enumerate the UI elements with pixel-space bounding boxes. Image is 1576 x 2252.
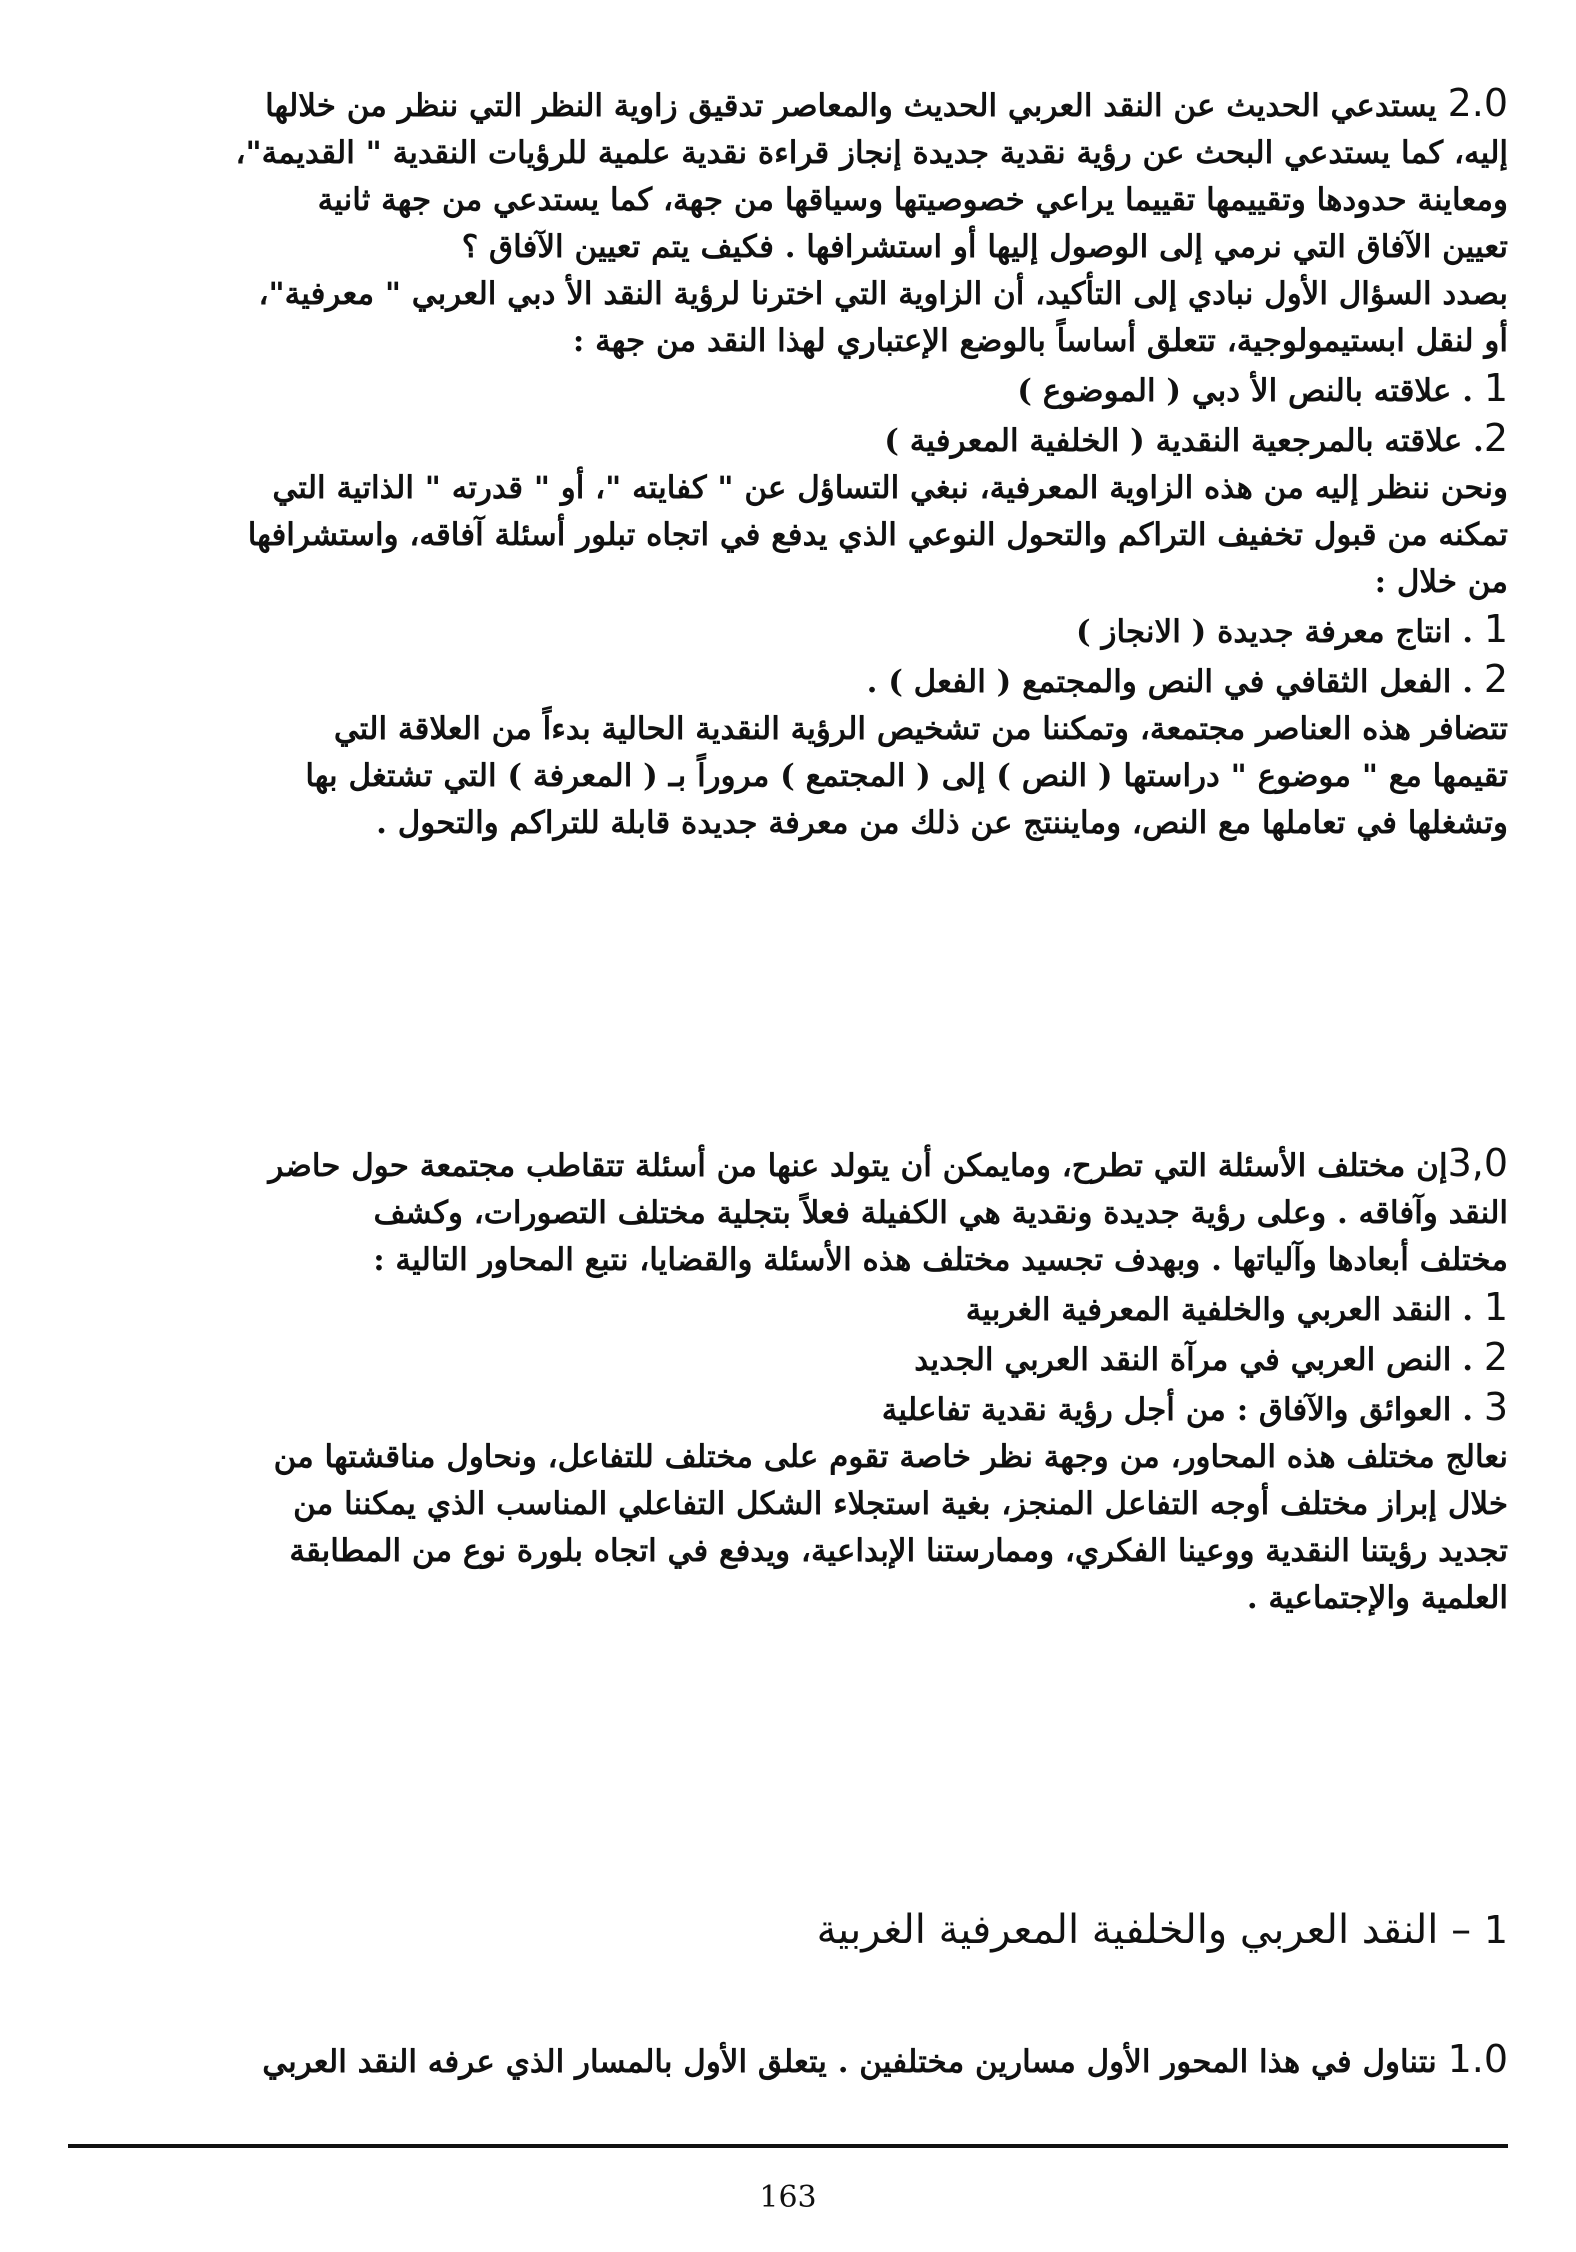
page-number: 163 (759, 2180, 817, 2215)
paragraph-line: إليه، كما يستدعي البحث عن رؤية نقدية جديدة إنجاز قراءة نقدية علمية للرؤيات النقدية " القديمة"، (235, 135, 1508, 171)
heading-number: 1 (1483, 1908, 1508, 1952)
section-number: 2.0 (1447, 81, 1508, 125)
footer-rule (68, 2144, 1508, 2148)
paragraph-line: تجديد رؤيتنا النقدية ووعينا الفكري، وممارستنا الإبداعية، ويدفع في اتجاه بلورة نوع من المطابقة (289, 1533, 1508, 1569)
paragraph-line: أو لنقل ابستيمولوجية، تتعلق أساساً بالوضع الإعتباري لهذا النقد من جهة : (572, 323, 1508, 359)
section-3-0 (68, 1140, 1508, 1622)
section-2-0 (68, 80, 1508, 847)
chapter-heading (68, 1902, 1508, 1958)
list-item: 1 . النقد العربي والخلفية المعرفية الغربية (965, 1285, 1508, 1329)
paragraph-line: تقيمها مع " موضوع " دراستها ( النص ) إلى ( المجتمع ) مروراً بـ ( المعرفة ) التي تشتغل بها (305, 758, 1508, 794)
paragraph-line: 1.0 نتناول في هذا المحور الأول مسارين مختلفين . يتعلق الأول بالمسار الذي عرفه النقد العربي (262, 2037, 1508, 2081)
paragraph-line: نعالج مختلف هذه المحاور، من وجهة نظر خاصة تقوم على مختلف للتفاعل، ونحاول مناقشتها من (273, 1439, 1508, 1475)
paragraph-line: بصدد السؤال الأول نبادي إلى التأكيد، أن الزاوية التي اخترنا لرؤية النقد الأ دبي العربي " معرفية"، (258, 276, 1508, 312)
list-item: 1 . انتاج معرفة جديدة ( الانجاز ) (1076, 607, 1508, 651)
paragraph-line: خلال إبراز مختلف أوجه التفاعل المنجز، بغية استجلاء الشكل التفاعلي المناسب الذي يمكننا من (293, 1486, 1508, 1522)
paragraph-line: تمكنه من قبول تخفيف التراكم والتحول النوعي الذي يدفع في اتجاه تبلور أسئلة آفاقه، واستشرافها (247, 517, 1508, 553)
section-1-0 (68, 2036, 1508, 2086)
list-item: 2 . الفعل الثقافي في النص والمجتمع ( الفعل ) . (866, 657, 1508, 701)
paragraph-line: النقد وآفاقه . وعلى رؤية جديدة ونقدية هي الكفيلة فعلاً بتجلية مختلف التصورات، وكشف (373, 1195, 1508, 1231)
paragraph-line: العلمية والإجتماعية . (1246, 1580, 1508, 1616)
paragraph-line: تتضافر هذه العناصر مجتمعة، وتمكننا من تشخيص الرؤية النقدية الحالية بدءاً من العلاقة التي (333, 711, 1508, 747)
heading-text: – النقد العربي والخلفية المعرفية الغربية (816, 1907, 1472, 1953)
paragraph-line: ومعاينة حدودها وتقييمها تقييما يراعي خصوصيتها وسياقها من جهة، كما يستدعي من جهة ثانية (317, 182, 1508, 218)
paragraph-line: مختلف أبعادها وآلياتها . وبهدف تجسيد مختلف هذه الأسئلة والقضايا، نتبع المحاور التالية : (373, 1242, 1508, 1278)
section-number: 1.0 (1447, 2037, 1508, 2081)
paragraph-line: 2.0 يستدعي الحديث عن النقد العربي الحديث والمعاصر تدقيق زاوية النظر التي ننظر من خلالها (265, 81, 1508, 125)
paragraph-line: ونحن ننظر إليه من هذه الزاوية المعرفية، نبغي التساؤل عن " كفايته "، أو " قدرته " الذاتية التي (272, 470, 1508, 506)
paragraph-line: وتشغلها في تعاملها مع النص، ومايننتج عن ذلك من معرفة جديدة قابلة للتراكم والتحول . (376, 805, 1508, 841)
list-item: 2. علاقته بالمرجعية النقدية ( الخلفية المعرفية ) (884, 416, 1508, 460)
list-item: 1 . علاقته بالنص الأ دبي ( الموضوع ) (1017, 366, 1508, 410)
paragraph-line: تعيين الآفاق التي نرمي إلى الوصول إليها أو استشرافها . فكيف يتم تعيين الآفاق ؟ (461, 229, 1508, 265)
list-item: 3 . العوائق والآفاق : من أجل رؤية نقدية تفاعلية (881, 1385, 1508, 1429)
paragraph-line: من خلال : (1374, 564, 1508, 600)
section-number: 3,0 (1447, 1141, 1508, 1185)
paragraph-line: 3,0إن مختلف الأسئلة التي تطرح، ومايمكن أن يتولد عنها من أسئلة تتقاطب مجتمعة حول حاضر (268, 1141, 1508, 1185)
list-item: 2 . النص العربي في مرآة النقد العربي الجديد (914, 1335, 1508, 1379)
